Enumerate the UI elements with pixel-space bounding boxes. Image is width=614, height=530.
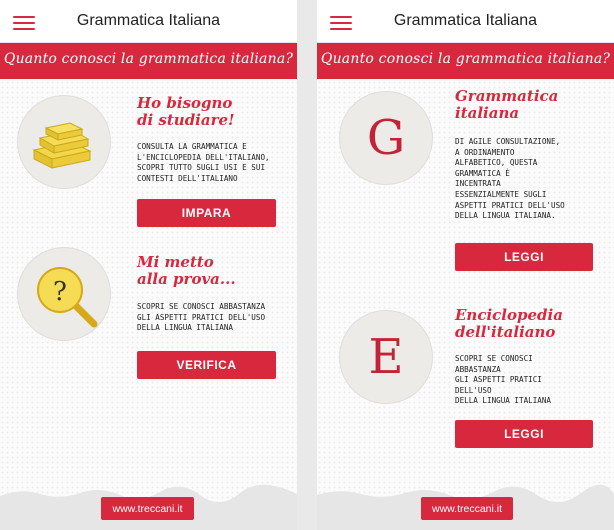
encyclopedia-text-line: ABBASTANZA [455, 364, 501, 374]
grammar-text-line: ESSENZIALMENTE SUGLI [455, 189, 547, 199]
quiz-heading-line1: Mi metto [137, 253, 214, 271]
books-icon-circle [18, 96, 110, 188]
learn-description [137, 142, 270, 184]
leggi-enciclopedia-button[interactable]: LEGGI [455, 420, 593, 448]
books-icon [18, 96, 110, 188]
nav-title: Grammatica Italiana [393, 12, 538, 29]
grammar-text-line: A ORDINAMENTO [455, 147, 515, 157]
quiz-text-line: SCOPRI SE CONOSCI ABBASTANZA [137, 302, 266, 311]
encyclopedia-heading-line2: dell'italiano [455, 323, 556, 341]
encyclopedia-text-line: GLI ASPETTI PRATICI [455, 375, 542, 385]
magnifier-question-icon [18, 248, 110, 340]
learn-heading-line2: di studiare! [137, 111, 235, 129]
letter-g-icon: G [366, 110, 406, 166]
quiz-banner [317, 43, 614, 79]
encyclopedia-heading [455, 307, 563, 341]
quiz-icon-circle [18, 248, 110, 340]
learn-text-line: L'ENCICLOPEDIA DELL'ITALIANO, [137, 152, 270, 162]
grammar-text-line: DELLA LINGUA ITALIANA. [455, 211, 556, 221]
learn-heading [137, 95, 235, 129]
encyclopedia-text-line: DELLA LINGUA ITALIANA [455, 396, 552, 406]
quiz-heading-line2: alla prova... [137, 270, 236, 288]
grammar-text-line: GRAMMATICA È [455, 168, 510, 178]
learn-heading-line1: Ho bisogno [137, 94, 233, 112]
quiz-banner [0, 43, 297, 79]
encyclopedia-text-line: SCOPRI SE CONOSCI [455, 354, 533, 363]
nav-title: Grammatica Italiana [76, 12, 221, 29]
encyclopedia-text-line: DELL'USO [455, 385, 492, 395]
grammar-text-line: ALFABETICO, QUESTA [455, 158, 538, 168]
screen-learn [0, 0, 297, 530]
verifica-button[interactable]: VERIFICA [137, 351, 276, 379]
learn-text-line: SCOPRI TUTTO SUGLI USI E SUI [137, 163, 266, 173]
screen-read [317, 0, 614, 530]
treccani-link[interactable]: www.treccani.it [101, 497, 194, 520]
quiz-text-line: GLI ASPETTI PRATICI DELL'USO [137, 312, 266, 322]
svg-text:?: ? [53, 277, 67, 307]
encyclopedia-letter-circle [340, 311, 432, 403]
quiz-text-line: DELLA LINGUA ITALIANA [137, 323, 234, 333]
nav-bar [317, 0, 614, 43]
grammar-text-line: ASPETTI PRATICI DELL'USO [455, 200, 565, 210]
grammar-description [455, 137, 565, 222]
encyclopedia-heading-line1: Enciclopedia [455, 306, 563, 324]
quiz-description [137, 302, 265, 334]
grammar-heading-line2: italiana [455, 104, 520, 122]
treccani-link[interactable]: www.treccani.it [421, 497, 513, 520]
leggi-grammatica-button[interactable]: LEGGI [455, 243, 593, 271]
letter-e-icon: E [368, 329, 404, 385]
grammar-heading-line1: Grammatica [455, 87, 559, 105]
impara-button[interactable]: IMPARA [137, 199, 276, 227]
learn-text-line: CONTESTI DELL'ITALIANO [137, 173, 238, 183]
grammar-text-line: INCENTRATA [455, 179, 501, 189]
grammar-text-line: DI AGILE CONSULTAZIONE, [455, 137, 561, 146]
quiz-heading [137, 254, 236, 288]
banner-text: Quanto conosci la grammatica italiana? [3, 51, 294, 67]
banner-text: Quanto conosci la grammatica italiana? [320, 51, 611, 67]
nav-bar [0, 0, 297, 43]
grammar-letter-circle [340, 92, 432, 184]
grammar-heading [455, 88, 558, 122]
learn-text-line: CONSULTA LA GRAMMATICA E [137, 142, 247, 151]
encyclopedia-description [455, 354, 551, 407]
